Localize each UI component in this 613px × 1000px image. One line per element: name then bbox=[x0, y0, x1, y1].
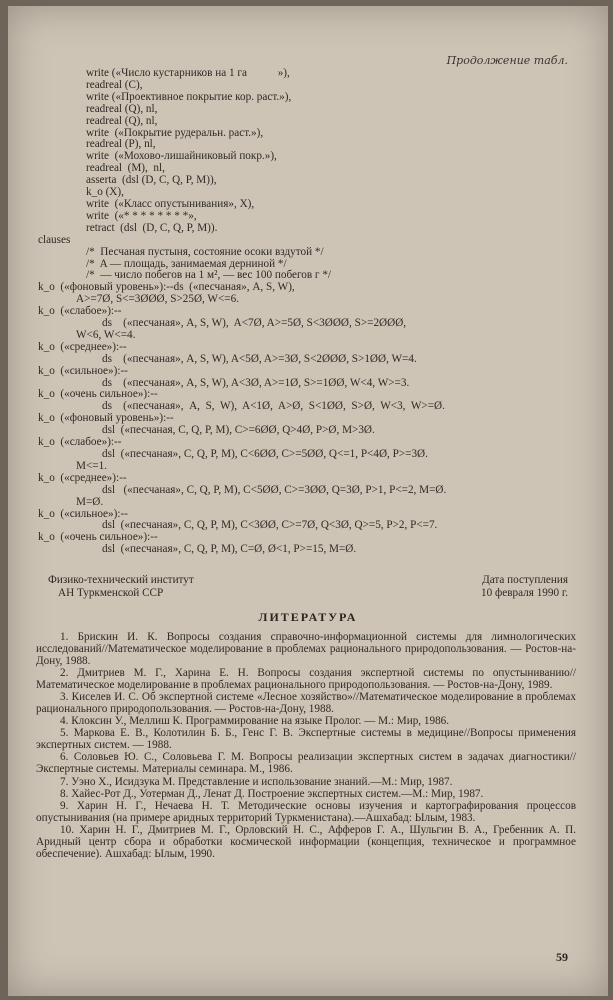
reference-item: 5. Маркова Е. В., Колотилин Б. Б., Генс Г. В. Экспертные системы в медицине//Вопросы применения экспертных систем. — 1988. bbox=[36, 727, 576, 752]
code-line: k_o («фоновый уровень»):--ds («песчаная», A, S, W), bbox=[38, 281, 295, 294]
code-line: ds («песчаная», A, S, W), A<1Ø, A>Ø, S<1ØØ, S>Ø, W<3, W>=Ø. bbox=[102, 400, 445, 413]
received-label: Дата поступления bbox=[482, 574, 568, 586]
code-line: dsl («песчаная», C, Q, P, M), C<6ØØ, C>=5ØØ, Q<=1, P<4Ø, P>=3Ø. bbox=[102, 448, 428, 460]
reference-item: 6. Соловьев Ю. С., Соловьева Г. М. Вопросы реализации экспертных систем в задачах диагностики//Экспертные системы. Материалы семинара. М., 1986. bbox=[36, 751, 576, 776]
code-line: /* — число побегов на 1 м², — вес 100 побегов г */ bbox=[86, 269, 332, 282]
reference-item: 3. Киселев И. С. Об экспертной системе «Лесное хозяйство»//Математическое моделирование в проблемах рационального природопользования. — Ростов-на-Дону, 1988. bbox=[36, 690, 576, 715]
code-line: k_o («фоновый уровень»):-- bbox=[38, 412, 174, 425]
code-line: M<=1. bbox=[76, 459, 107, 472]
prolog-code-block bbox=[38, 68, 568, 556]
code-line: k_o («слабое»):-- bbox=[38, 436, 122, 449]
reference-item: 1. Брискин И. К. Вопросы создания справочно-информационной системы для лимнологических исследований//Математическое моделирование в проблемах рационального природопользования. — Ростов-на-Дону, 1988. bbox=[36, 631, 576, 667]
code-line: ds («песчаная», A, S, W), A<5Ø, A>=3Ø, S<2ØØØ, S>1ØØ, W=4. bbox=[102, 352, 417, 365]
code-line: /* Песчаная пустыня, состояние осоки вздутой */ bbox=[86, 245, 324, 258]
code-line: dsl («песчаная», C, Q, P, M), C<3ØØ, C>=7Ø, Q<3Ø, Q>=5, P>2, P<=7. bbox=[102, 519, 438, 532]
code-line: readreal (P), nl, bbox=[86, 138, 156, 151]
code-line: readreal (C), bbox=[86, 78, 143, 91]
reference-item: 8. Хайес-Рот Д., Уотерман Д., Ленат Д. Построение экспертных систем.—М.: Мир, 1987. bbox=[60, 787, 484, 800]
continuation-note: Продолжение табл. bbox=[446, 54, 568, 67]
code-line: k_o («сильное»):-- bbox=[38, 364, 128, 377]
code-line: retract (dsl (D, C, Q, P, M)). bbox=[86, 221, 218, 234]
affiliation-block bbox=[48, 574, 568, 599]
book-page bbox=[8, 6, 608, 996]
code-line: A>=7Ø, S<=3ØØØ, S>25Ø, W<=6. bbox=[76, 293, 239, 306]
code-line: k_o («очень сильное»):-- bbox=[38, 388, 158, 401]
code-line: M=Ø. bbox=[76, 495, 104, 508]
code-line: dsl («песчаная, C, Q, P, M), C>=6ØØ, Q>4Ø, P>Ø, M>3Ø. bbox=[102, 424, 375, 437]
code-line: write («Покрытие рудеральн. раст.»), bbox=[86, 126, 264, 139]
code-line: k_o («очень сильное»):-- bbox=[38, 531, 158, 544]
reference-item: 4. Клоксин У., Меллиш К. Программирование на языке Пролог. — М.: Мир, 1986. bbox=[60, 715, 450, 728]
code-line: ds («песчаная», A, S, W), A<7Ø, A>=5Ø, S<3ØØØ, S>=2ØØØ, bbox=[102, 317, 407, 330]
code-line: k_o («среднее»):-- bbox=[38, 471, 127, 484]
reference-list bbox=[36, 632, 576, 861]
institute-academy: АН Туркменской ССР bbox=[58, 586, 164, 599]
received-date: 10 февраля 1990 г. bbox=[481, 586, 568, 599]
reference-item: 7. Уэно Х., Исидзука М. Представление и использование знаний.—М.: Мир, 1987. bbox=[60, 775, 453, 788]
code-line: readreal (M), nl, bbox=[86, 162, 165, 175]
code-line: write («Число кустарников на 1 га »), bbox=[86, 67, 290, 79]
code-line: /* A — площадь, занимаемая дерниной */ bbox=[86, 257, 287, 270]
code-line: dsl («песчаная», C, Q, P, M), C=Ø, Ø<1, P>=15, M=Ø. bbox=[102, 543, 357, 556]
code-line: k_o («среднее»):-- bbox=[38, 340, 127, 353]
code-line: readreal (Q), nl, bbox=[86, 102, 158, 115]
page-number: 59 bbox=[556, 950, 568, 964]
code-line: k_o («сильное»):-- bbox=[38, 507, 128, 520]
code-line: write («* * * * * * * *», bbox=[86, 209, 197, 222]
code-line: k_o (X), bbox=[86, 186, 124, 199]
code-line: readreal (Q), nl, bbox=[86, 114, 158, 127]
reference-item: 10. Харин Н. Г., Дмитриев М. Г., Орловский Н. С., Афферов Г. А., Шульгин В. А., Гребенник А. П. Аридный центр сбора и обработки космической информации (концепция, техническое и программное обеспечение). Ашхабад: Ылым, 1990. bbox=[36, 824, 576, 860]
code-line: ds («песчаная», A, S, W), A<3Ø, A>=1Ø, S>=1ØØ, W<4, W>=3. bbox=[102, 376, 410, 389]
code-line: asserta (dsl (D, C, Q, P, M)), bbox=[86, 174, 217, 187]
institute-name: Физико-технический институт bbox=[48, 574, 194, 586]
code-line: W<6, W<=4. bbox=[76, 328, 136, 341]
code-line: k_o («слабое»):-- bbox=[38, 305, 122, 318]
reference-item: 2. Дмитриев М. Г., Харина Е. Н. Вопросы создания экспертной системы по опустыниванию//Математическое моделирование в проблемах рационального природопользования. — Ростов-на-Дону, 1989. bbox=[36, 666, 576, 691]
literature-title: ЛИТЕРАТУРА bbox=[258, 610, 358, 624]
reference-item: 9. Харин Н. Г., Нечаева Н. Т. Методические основы изучения и картографирования процессов опустынивания (на примере аридных территорий Туркменистана).—Ашхабад: Ылым, 1983. bbox=[36, 800, 576, 824]
code-line: dsl («песчаная», C, Q, P, M), C<5ØØ, C>=3ØØ, Q=3Ø, P>1, P<=2, M=Ø. bbox=[102, 483, 447, 496]
code-line: clauses bbox=[38, 233, 71, 246]
code-line: write («Проективное покрытие кор. раст.»), bbox=[86, 90, 292, 103]
code-line: write («Мохово-лишайниковый покр.»), bbox=[86, 150, 277, 163]
code-line: write («Класс опустынивания», X), bbox=[86, 197, 255, 210]
